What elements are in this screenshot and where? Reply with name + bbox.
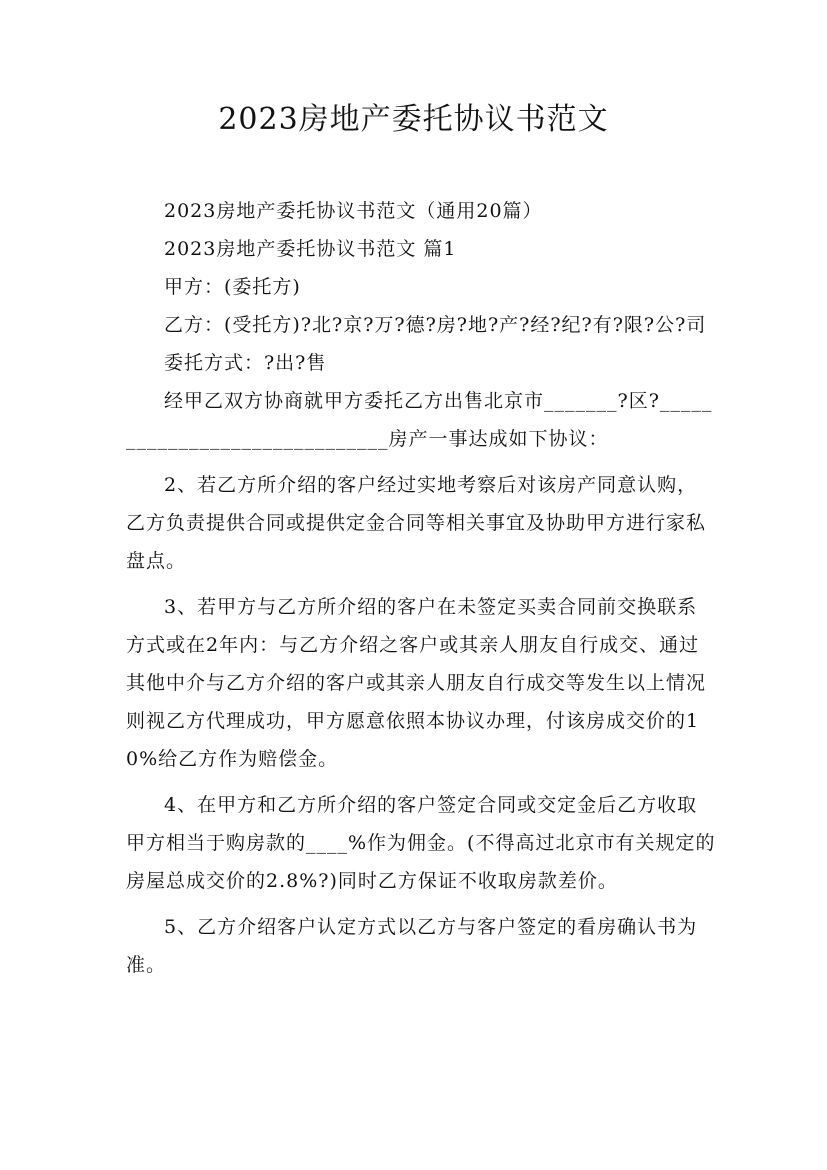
paragraph-party-a: 甲方：(委托方) [164, 276, 301, 298]
paragraph-clause-5: 5、乙方介绍客户认定方式以乙方与客户签定的看房确认书为准。 [126, 916, 698, 976]
document-body [126, 192, 716, 984]
paragraph-clause-2: 2、若乙方所介绍的客户经过实地考察后对该房产同意认购，乙方负责提供合同或提供定金合同等相关事宜及协助甲方进行家私盘点。 [126, 474, 707, 572]
paragraph-clause-4: 4、在甲方和乙方所介绍的客户签定合同或交定金后乙方收取甲方相当于购房款的____%作为佣金。(不得高过北京市有关规定的房屋总成交价的2.8%?)同时乙方保证不收取房款差价。 [126, 794, 716, 892]
paragraph-clause-3: 3、若甲方与乙方所介绍的客户在未签定买卖合同前交换联系方式或在2年内：与乙方介绍之客户或其亲人朋友自行成交、通过其他中介与乙方介绍的客户或其亲人朋友自行成交等发生以上情况则视乙方代理成功，甲方愿意依照本协议办理，付该房成交价的10%给乙方作为赔偿金。 [126, 596, 707, 770]
paragraph-party-b: 乙方：(受托方)?北?京?万?德?房?地?产?经?纪?有?限?公?司 [164, 314, 707, 336]
paragraph-subtitle: 2023房地产委托协议书范文（通用20篇） [164, 200, 543, 222]
paragraph-section-heading: 2023房地产委托协议书范文 篇1 [164, 238, 457, 260]
paragraph-agreement-intro: 经甲乙双方协商就甲方委托乙方出售北京市_______?区?______________________________房产一事达成如下协议： [126, 390, 713, 450]
paragraph-entrust-method: 委托方式：?出?售 [164, 352, 327, 374]
document-title: 2023房地产委托协议书范文 [218, 102, 609, 137]
